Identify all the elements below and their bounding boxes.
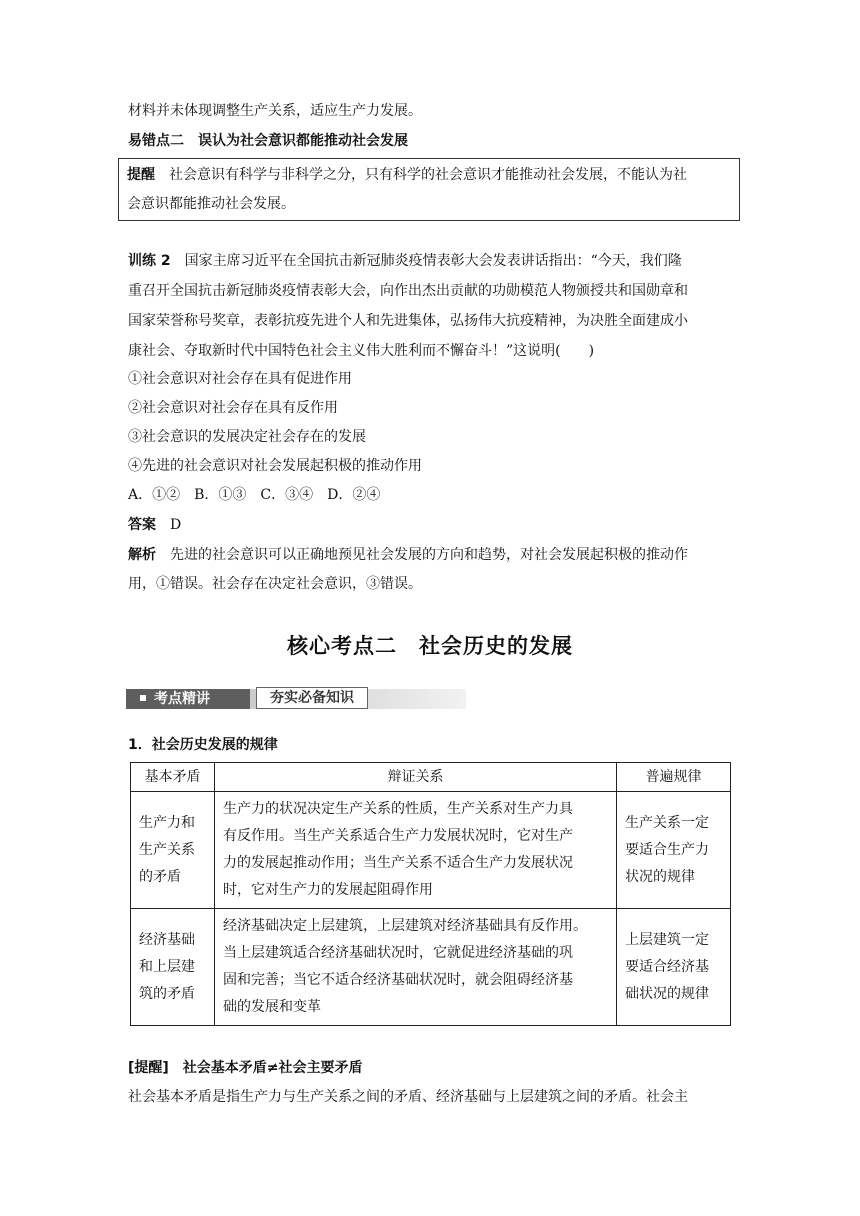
option-4: ④先进的社会意识对社会发展起积极的推动作用 — [128, 458, 422, 474]
table-cell: 生产关系一定 要适合生产力 状况的规律 — [617, 792, 731, 909]
table-cell: 上层建筑一定 要适合经济基 础状况的规律 — [617, 909, 731, 1026]
table-row — [131, 792, 731, 909]
banner-left — [126, 689, 250, 709]
reminder-heading — [128, 1058, 363, 1078]
option-2: ②社会意识对社会存在具有反作用 — [128, 400, 338, 416]
tip-box — [118, 158, 740, 221]
table-cell: 经济基础决定上层建筑，上层建筑对经济基础具有反作用。 当上层建筑适合经济基础状况时，它就促进经济基础的巩 固和完善；当它不适合经济基础状况时，就会阻碍经济基 础的发展和变革 — [215, 909, 617, 1026]
tip-line-2: 会意识都能推动社会发展。 — [127, 196, 295, 212]
tip-line-1 — [127, 165, 687, 185]
banner-right: 夯实必备知识 — [256, 687, 368, 709]
option-3: ③社会意识的发展决定社会存在的发展 — [128, 429, 366, 445]
choices: A．①② B．①③ C．③④ D．②④ — [128, 487, 381, 503]
answer-line — [128, 515, 181, 535]
analysis-text-1: 先进的社会意识可以正确地预见社会发展的方向和趋势，对社会发展起积极的推动作 — [170, 547, 688, 563]
table-row — [131, 909, 731, 1026]
header-cell: 普遍规律 — [617, 763, 731, 792]
option-1: ①社会意识对社会存在具有促进作用 — [128, 371, 352, 387]
exercise-line-3: 国家荣誉称号奖章，表彰抗疫先进个人和先进集体，弘扬伟大抗疫精神，为决胜全面建成小 — [128, 313, 688, 329]
banner-left-text: 考点精讲 — [154, 691, 210, 707]
exercise-text-1: 国家主席习近平在全国抗击新冠肺炎疫情表彰大会发表讲话指出：“今天，我们隆 — [184, 253, 682, 269]
table-cell: 生产力的状况决定生产关系的性质，生产关系对生产力具 有反作用。当生产关系适合生产力发展状况时，它对生产 力的发展起推动作用；当生产关系不适合生产力发展状况 时，它对生产力的发展起阻碍作用 — [215, 792, 617, 909]
section-title: 核心考点二 社会历史的发展 — [287, 634, 573, 658]
square-icon — [140, 695, 146, 701]
analysis-label: 解析 — [128, 547, 156, 563]
subheading: 1．社会历史发展的规律 — [128, 737, 278, 753]
reminder-line: 社会基本矛盾是指生产力与生产关系之间的矛盾、经济基础与上层建筑之间的矛盾。社会主 — [128, 1089, 688, 1105]
analysis-line-2: 用，①错误。社会存在决定社会意识，③错误。 — [128, 576, 422, 592]
table-header-row — [131, 763, 731, 792]
table-cell: 生产力和 生产关系 的矛盾 — [131, 792, 215, 909]
reminder-label: [提醒] — [128, 1060, 169, 1076]
exercise-line-4: 康社会、夺取新时代中国特色社会主义伟大胜利而不懈奋斗！”这说明( ) — [128, 343, 595, 359]
reminder-title: 社会基本矛盾≠社会主要矛盾 — [182, 1060, 363, 1076]
section-banner — [126, 687, 468, 713]
intro-line: 材料并未体现调整生产关系，适应生产力发展。 — [128, 103, 422, 119]
header-cell: 辩证关系 — [215, 763, 617, 792]
error-point-title: 易错点二 误认为社会意识都能推动社会发展 — [128, 133, 408, 149]
law-table — [130, 762, 731, 1026]
exercise-line-1 — [128, 251, 682, 271]
exercise-label: 训练 2 — [128, 253, 171, 269]
tip-label: 提醒 — [127, 167, 155, 183]
exercise-line-2: 重召开全国抗击新冠肺炎疫情表彰大会，向作出杰出贡献的功勋模范人物颁授共和国勋章和 — [128, 283, 688, 299]
table-cell: 经济基础 和上层建 筑的矛盾 — [131, 909, 215, 1026]
answer-label: 答案 — [128, 517, 156, 533]
answer-value: D — [170, 517, 182, 533]
tip-text-1: 社会意识有科学与非科学之分，只有科学的社会意识才能推动社会发展，不能认为社 — [169, 167, 687, 183]
header-cell: 基本矛盾 — [131, 763, 215, 792]
analysis-line-1 — [128, 545, 688, 565]
